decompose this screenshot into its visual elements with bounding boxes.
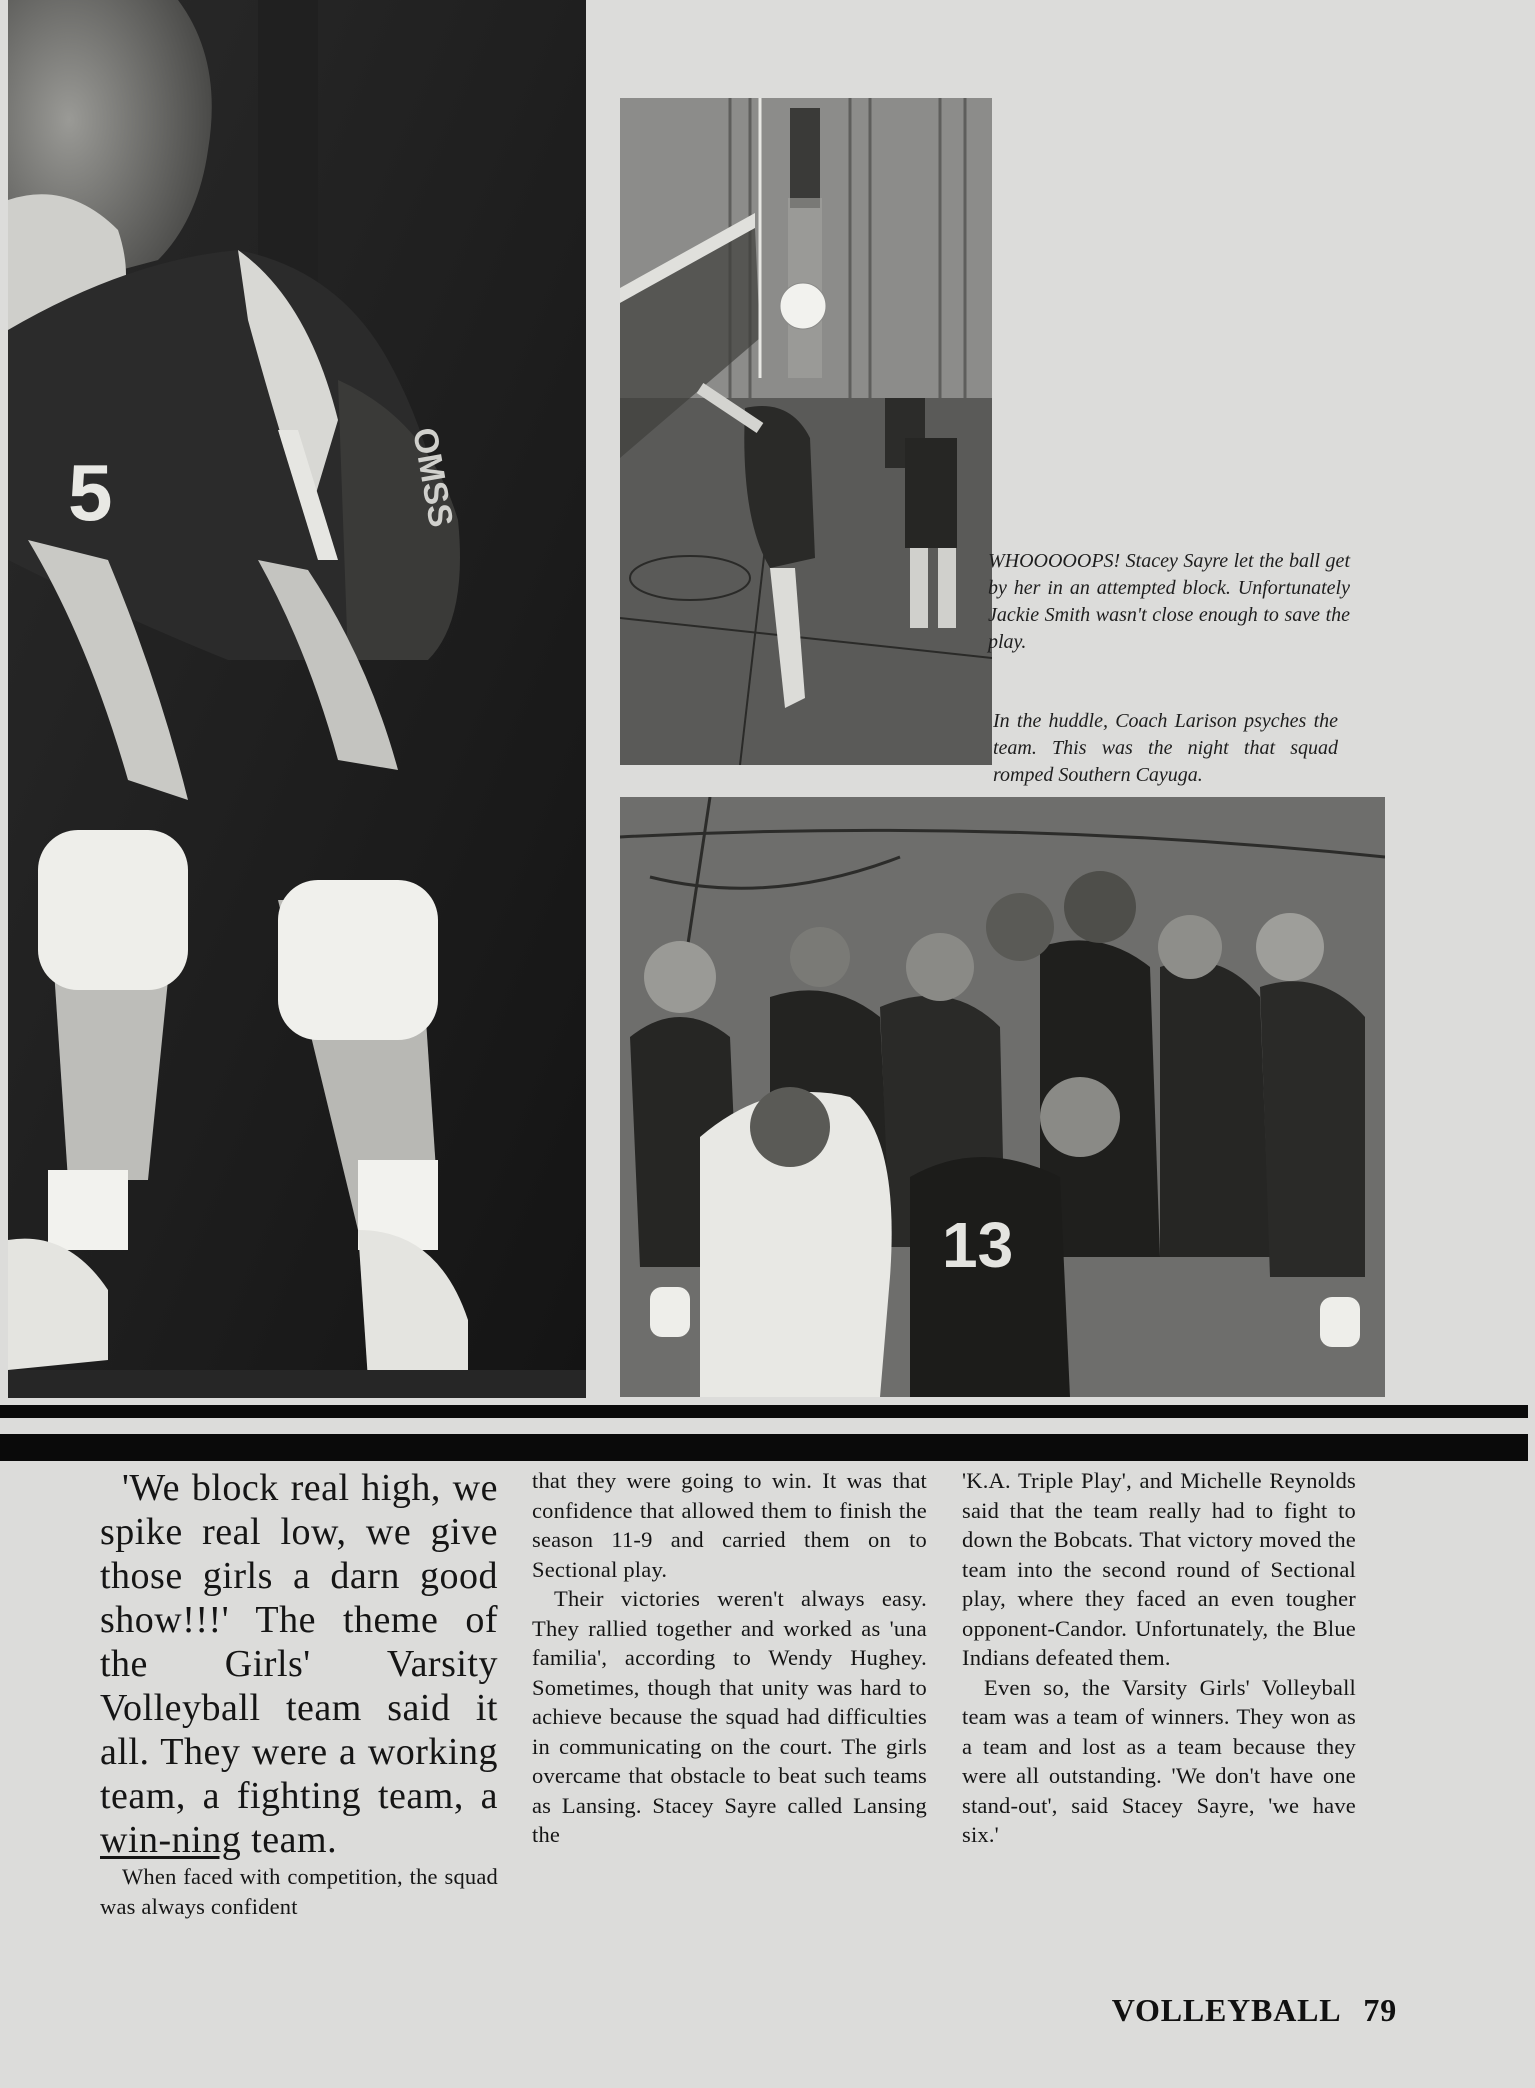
caption-attempted-block: WHOOOOOPS! Stacey Sayre let the ball get by her in an attempted block. Unfortunately Jackie Smith wasn't close enough to save the play. <box>988 550 1350 653</box>
story-column-3 <box>962 1466 1356 1850</box>
lead-text-end: team. <box>241 1819 338 1861</box>
svg-text:OMSS: OMSS <box>405 424 460 530</box>
photo-team-huddle <box>620 797 1385 1397</box>
lead-text: 'We block real high, we spike real low, we give those girls a darn good show!!!' The theme of the Girls' Varsity Volleyball team said it all. They were a working team, a fighting team, a <box>100 1467 498 1817</box>
story-paragraph: Their victories weren't always easy. They rallied together and worked as 'una familia', according to Wendy Hughey. Sometimes, though that unity was hard to achieve because the squad had difficulties in communicating on the court. The girls overcame that obstacle to beat such teams as Lansing. Stacey Sayre called Lansing the <box>532 1586 927 1847</box>
page-number: 79 <box>1363 1992 1397 2028</box>
divider-rule <box>0 1405 1528 1418</box>
section-title: VOLLEYBALL <box>1111 1992 1342 2028</box>
photo-attempted-block <box>620 98 992 765</box>
photo-player-knee-pads <box>8 0 586 1398</box>
page-folio <box>1112 1992 1397 2029</box>
story-paragraph: 'K.A. Triple Play', and Michelle Reynolds said that the team really had to fight to down the Bobcats. That victory moved the team into the second round of Sectional play, where they faced an even tougher opponent-Candor. Unfortunately, the Blue Indians defeated them. <box>962 1468 1356 1670</box>
story-column-1 <box>100 1466 498 1921</box>
story-column-2 <box>532 1466 927 1850</box>
svg-text:13: 13 <box>942 1209 1014 1281</box>
story-paragraph: When faced with competition, the squad was always confident <box>100 1864 498 1919</box>
story-lead <box>100 1466 498 1862</box>
caption-huddle: In the huddle, Coach Larison psyches the team. This was the night that squad romped Southern Cayuga. <box>993 710 1338 786</box>
story-paragraph: Even so, the Varsity Girls' Volleyball team was a team of winners. They won as a team and lost as a team because they were all outstanding. 'We don't have one stand-out', said Stacey Sayre, 'we have six.' <box>962 1674 1356 1847</box>
svg-text:5: 5 <box>68 448 113 537</box>
divider-rule-thick <box>0 1434 1528 1461</box>
lead-underlined-word: win-ning <box>100 1819 242 1861</box>
story-paragraph: that they were going to win. It was that confidence that allowed them to finish the season 11-9 and carried them on to Sectional play. <box>532 1468 927 1582</box>
